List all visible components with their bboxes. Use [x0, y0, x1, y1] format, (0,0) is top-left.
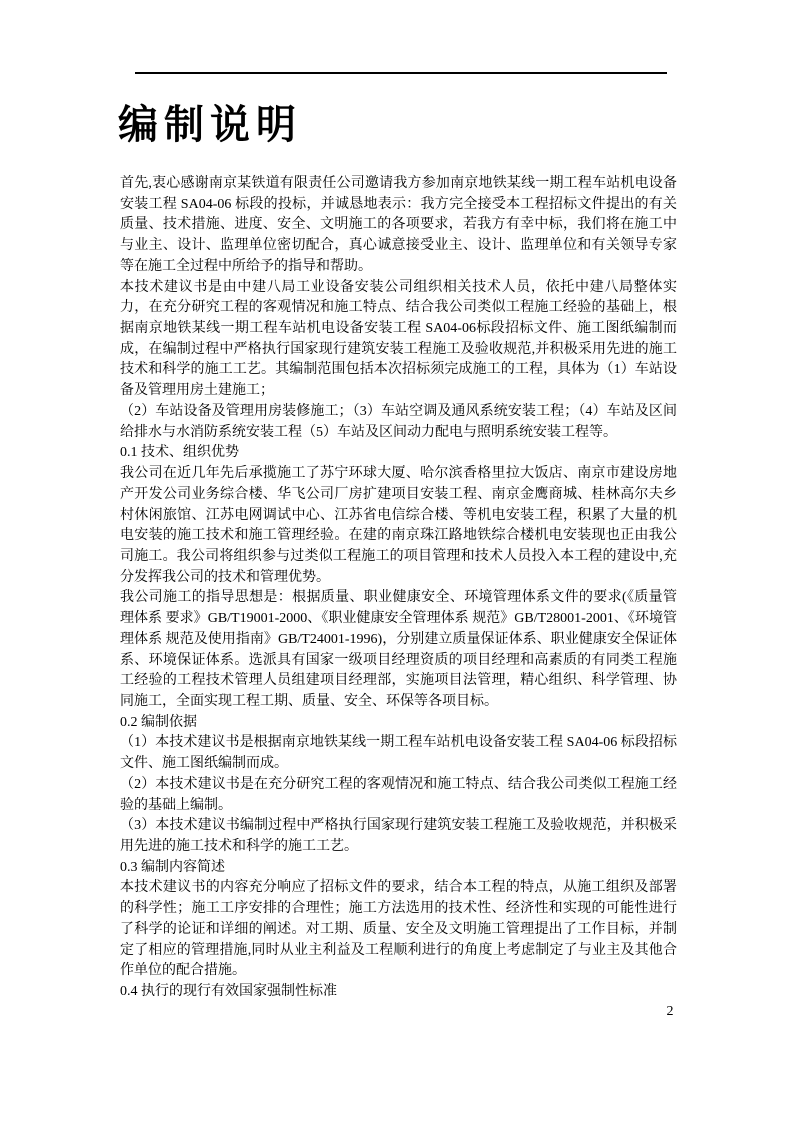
body-paragraph: （2）车站设备及管理用房装修施工；（3）车站空调及通风系统安装工程；（4）车站及区间给排水与水消防系统安装工程（5）车站及区间动力配电与照明系统安装工程等。 [120, 403, 677, 440]
page-title: 编制说明 [118, 102, 302, 147]
section-heading: 0.1 技术、组织优势 [120, 445, 239, 461]
header-rule [135, 72, 667, 74]
body-paragraph: （1）本技术建议书是根据南京地铁某线一期工程车站机电设备安装工程 SA04-06 标段招标文件、施工图纸编制而成。 [120, 735, 677, 772]
section-heading: 0.3 编制内容简述 [120, 859, 225, 875]
body-paragraph: 本技术建议书的内容充分响应了招标文件的要求，结合本工程的特点，从施工组织及部署的科学性；施工工序安排的合理性；施工方法选用的技术性、经济性和实现的可能性进行了科学的论证和详细的阐述。对工期、质量、安全及文明施工管理提出了工作目标，并制定了相应的管理措施,同时从业主利益及工程顺利进行的角度上考虑制定了与业主及其他合作单位的配合措施。 [120, 880, 677, 979]
body-paragraph: 首先,衷心感谢南京某铁道有限责任公司邀请我方参加南京地铁某线一期工程车站机电设备安装工程 SA04-06 标段的投标，并诚恳地表示：我方完全接受本工程招标文件提出的有关质量、技术措施、进度、安全、文明施工的各项要求，若我方有幸中标，我们将在施工中与业主、设计、监理单位密切配合，真心诚意接受业主、设计、监理单位和有关领导专家等在施工全过程中所给予的指导和帮助。 [120, 176, 677, 274]
body-paragraph: （2）本技术建议书是在充分研究工程的客观情况和施工特点、结合我公司类似工程施工经验的基础上编制。 [120, 776, 677, 813]
body-paragraph: 我公司在近几年先后承揽施工了苏宁环球大厦、哈尔滨香格里拉大饭店、南京市建设房地产开发公司业务综合楼、华飞公司厂房扩建项目安装工程、南京金鹰商城、桂林高尔夫乡村休闲旅馆、江苏电网调试中心、江苏省电信综合楼、等机电安装工程，积累了大量的机电安装的施工技术和施工管理经验。在建的南京珠江路地铁综合楼机电安装现也正由我公司施工。我公司将组织参与过类似工程施工的项目管理和技术人员投入本工程的建设中,充分发挥我公司的技术和管理优势。 [120, 466, 677, 585]
body-paragraph: 我公司施工的指导思想是：根据质量、职业健康安全、环境管理体系文件的要求(《质量管理体系 要求》GB/T19001-2000、《职业健康安全管理体系 规范》GB/T28001-2001、《环境管理体系 规范及使用指南》GB/T24001-1996)，分别建立质量保证体系、职业健康安全保证体系、环境保证体系。选派具有国家一级项目经理资质的项目经理和高素质的有同类工程施工经验的工程技术管理人员组建项目经理部，实施项目法管理，精心组织、科学管理、协同施工，全面实现工程工期、质量、安全、环保等各项目标。 [120, 590, 677, 709]
section-heading: 0.2 编制依据 [120, 714, 197, 730]
body-paragraph: 本技术建议书是由中建八局工业设备安装公司组织相关技术人员，依托中建八局整体实力，在充分研究工程的客观情况和施工特点、结合我公司类似工程施工经验的基础上，根据南京地铁某线一期工程车站机电设备安装工程 SA04-06标段招标文件、施工图纸编制而成，在编制过程中严格执行国家现行建筑安装工程施工及验收规范,并积极采用先进的施工技术和科学的施工工艺。其编制范围包括本次招标须完成施工的工程，具体为（1）车站设备及管理用房土建施工； [120, 279, 677, 399]
page-number: 2 [666, 1004, 674, 1019]
section-heading: 0.4 执行的现行有效国家强制性标准 [120, 984, 337, 1000]
body-paragraph: （3）本技术建议书编制过程中严格执行国家现行建筑安装工程施工及验收规范，并积极采用先进的施工技术和科学的施工工艺。 [120, 818, 677, 854]
document-body [120, 174, 677, 1003]
